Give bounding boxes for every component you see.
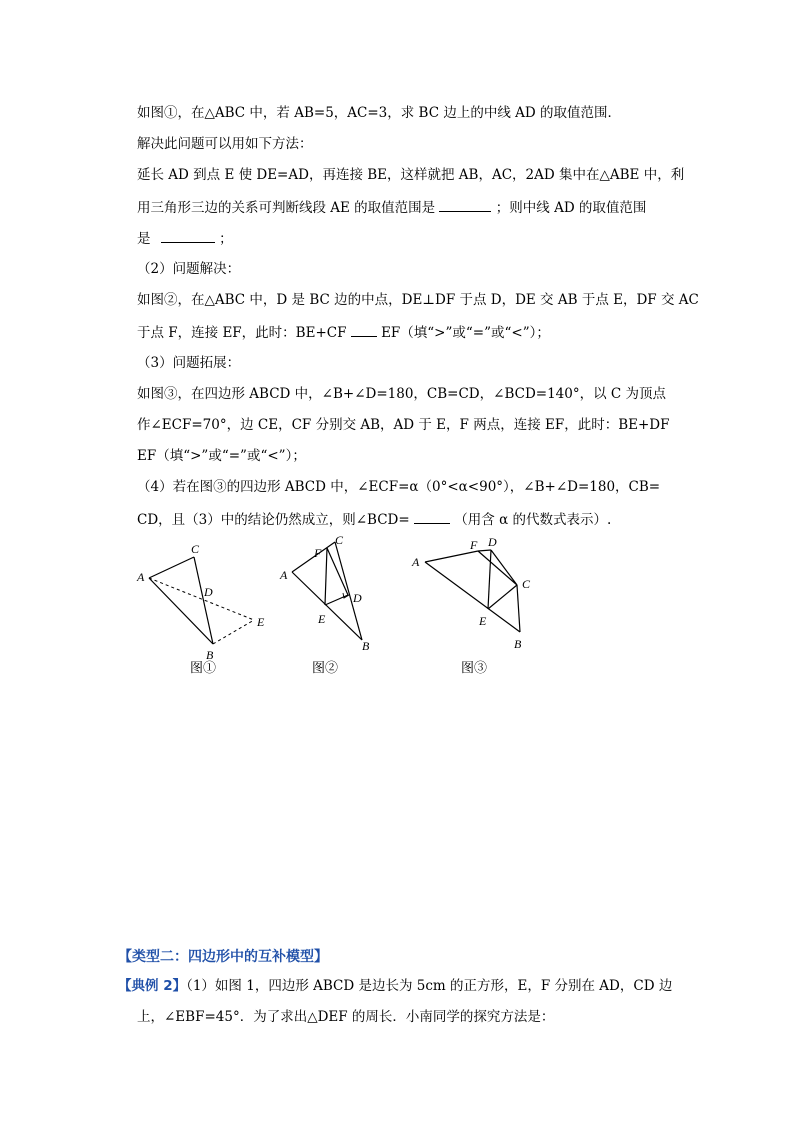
part4-text-line-1: （4）若在图③的四边形 ABCD 中，∠ECF=α（0°<α<90°），∠B+∠D=180，CB=: [137, 479, 661, 495]
fig3-segment-af: [425, 551, 478, 562]
method-text-line-1: 延长 AD 到点 E 使 DE=AD，再连接 BE，这样就把 AB，AC，2AD 集中在△ABE 中，利: [137, 167, 685, 183]
fig3-segment-dc: [491, 550, 517, 585]
fig2-segment-ef: [325, 548, 327, 605]
method-text-2a: 用三角形三边的关系可判断线段 AE 的取值范围是: [137, 200, 436, 216]
figure-2-diagram: [272, 532, 382, 657]
method-text-line-2: [137, 197, 646, 218]
fig2-segment-ab: [292, 572, 362, 640]
answer-blank-part2: [351, 322, 377, 337]
figure-1-caption: 图①: [190, 661, 217, 676]
fig3-segment-ec: [488, 585, 517, 609]
part3-text-line-1: 如图③，在四边形 ABCD 中，∠B+∠D=180，CB=CD，∠BCD=140°，以 C 为顶点: [137, 386, 667, 402]
example2-text-1: （1）如图 1，四边形 ABCD 是边长为 5cm 的正方形，E，F 分别在 AD，CD 边: [186, 978, 673, 994]
answer-blank-ae-range: [439, 197, 491, 212]
example2-line-1: [118, 976, 672, 996]
fig2-label-c: C: [335, 533, 344, 547]
section-heading: 【类型二：四边形中的互补模型】: [118, 949, 328, 965]
fig3-label-c: C: [522, 577, 531, 591]
fig2-label-e: E: [318, 612, 326, 626]
fig3-segment-fc: [478, 551, 517, 585]
method-text-line-3: [137, 228, 233, 249]
fig2-segment-fd: [327, 548, 348, 595]
fig1-label-a: A: [137, 570, 145, 584]
fig2-label-f: F: [314, 546, 322, 560]
fig3-label-b: B: [514, 637, 522, 651]
figure-3-diagram: [405, 532, 545, 657]
part4-text-2a: CD，且（3）中的结论仍然成立，则∠BCD=: [137, 512, 410, 528]
fig3-label-e: E: [479, 614, 487, 628]
fig3-segment-ef: [488, 550, 491, 609]
part2-text-2a: 于点 F，连接 EF，此时：BE+CF: [137, 325, 347, 341]
fig2-segment-de: [325, 595, 348, 605]
answer-blank-part4: [414, 509, 450, 524]
answer-blank-ad-range: [161, 228, 215, 243]
fig3-segment-cb: [517, 585, 520, 632]
problem-intro-line: 如图①，在△ABC 中，若 AB=5，AC=3，求 BC 边上的中线 AD 的取值范围．: [137, 105, 622, 121]
fig1-segment-ae-dashed: [149, 578, 254, 620]
fig1-segment-be-dashed: [213, 620, 254, 644]
fig3-label-f: F: [470, 538, 478, 552]
figure-3-caption: 图③: [461, 661, 488, 676]
fig2-label-d: D: [353, 591, 362, 605]
example2-line-2: 上，∠EBF=45°．为了求出△DEF 的周长．小南同学的探究方法是：: [137, 1009, 555, 1025]
fig2-label-a: A: [280, 568, 288, 582]
method-intro-line: 解决此问题可以用如下方法：: [137, 136, 313, 152]
fig1-label-c: C: [191, 542, 200, 556]
method-text-3b: ；: [219, 231, 233, 247]
example2-label: 【典例 2】: [118, 978, 187, 994]
fig1-label-b: B: [206, 648, 214, 662]
part2-text-2b: EF（填“>”或“=”或“<”）；: [381, 325, 550, 341]
fig3-label-d: D: [488, 535, 497, 549]
part3-text-line-2: 作∠ECF=70°，边 CE，CF 分别交 AB，AD 于 E，F 两点，连接 EF，此时：BE+DF: [137, 417, 670, 433]
part2-text-line-2: [137, 322, 550, 343]
fig1-label-e: E: [257, 615, 265, 629]
method-text-2b: ；则中线 AD 的取值范围: [495, 200, 647, 216]
fig3-label-a: A: [412, 555, 420, 569]
part4-text-line-2: [137, 509, 611, 530]
fig1-segment-ac: [149, 557, 194, 578]
part3-text-line-3: EF（填“>”或“=”或“<”）；: [137, 448, 306, 464]
part2-text-line-1: 如图②，在△ABC 中，D 是 BC 边的中点，DE⊥DF 于点 D，DE 交 AB 于点 E，DF 交 AC: [137, 292, 699, 308]
fig1-label-d: D: [204, 585, 213, 599]
method-text-3a: 是: [137, 231, 151, 247]
fig3-segment-ab: [425, 562, 520, 632]
figure-2-caption: 图②: [312, 661, 339, 676]
fig3-segment-fd: [478, 550, 491, 551]
fig2-label-b: B: [362, 639, 370, 653]
part2-title: （2）问题解决：: [137, 261, 241, 277]
figure-1-diagram: [130, 540, 280, 665]
part3-title: （3）问题拓展：: [137, 355, 241, 371]
fig1-segment-cb: [194, 557, 213, 644]
part4-text-2b: （用含 α 的代数式表示）.: [454, 512, 612, 528]
